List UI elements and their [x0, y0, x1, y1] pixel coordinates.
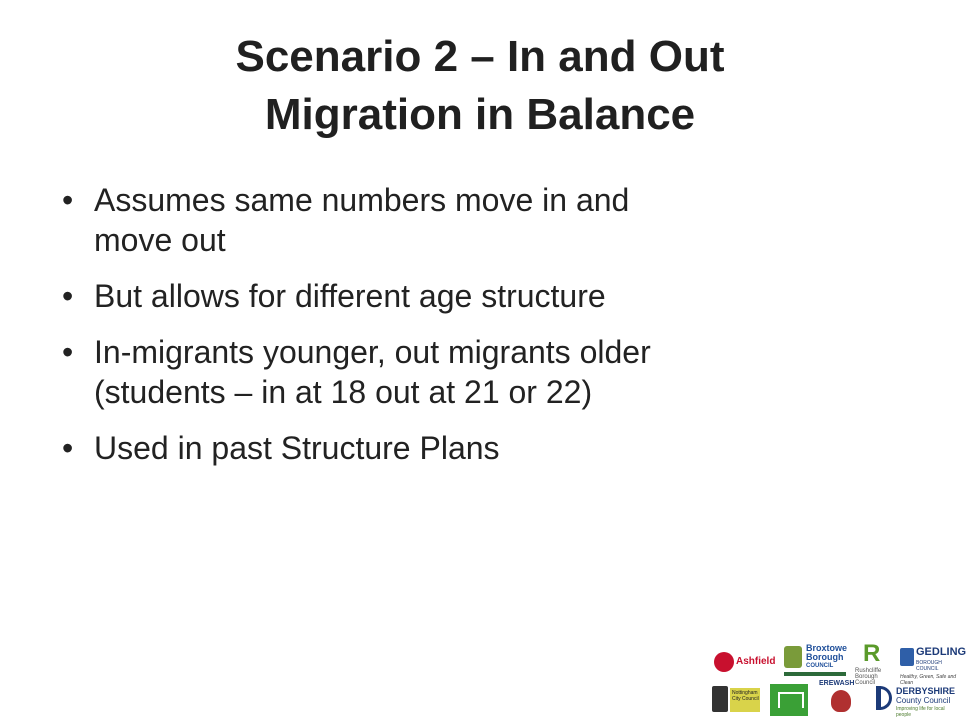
derbyshire-name: DERBYSHIRE — [896, 686, 956, 696]
erewash-logo-text: EREWASH — [819, 680, 855, 687]
bullet-text-line-1: In-migrants younger, out migrants older — [94, 334, 651, 370]
broxtowe-line-1: Broxtowe — [806, 643, 848, 653]
broxtowe-crest-icon — [784, 646, 802, 668]
rushcliffe-logo-text: Rushcliffe Borough Council — [855, 668, 882, 686]
bullet-item — [62, 180, 882, 260]
gedling-name: GEDLING — [916, 646, 966, 658]
bullet-item — [62, 428, 882, 468]
gedling-sub: BOROUGH COUNCIL — [916, 660, 942, 672]
bullet-icon: • — [62, 430, 74, 466]
nottingham-crest-icon — [712, 686, 728, 712]
bullet-text-line-1: But allows for different age structure — [94, 278, 606, 314]
partner-logos — [700, 638, 966, 720]
bullet-icon: • — [62, 182, 74, 218]
derbyshire-tagline: Improving life for local people — [896, 706, 945, 718]
derbyshire-sub: County Council — [896, 696, 951, 705]
broxtowe-logo-text — [806, 644, 847, 671]
bullet-text-line-2: move out — [94, 222, 226, 258]
gedling-crest-icon — [900, 648, 914, 666]
slide-title-line-2: Migration in Balance — [264, 90, 696, 139]
ashfield-emblem-icon — [714, 652, 734, 672]
green-council-glyph-icon — [778, 692, 804, 708]
derbyshire-d-icon — [876, 686, 892, 710]
slide-title-line-1: Scenario 2 – In and Out — [235, 32, 725, 81]
bullet-item — [62, 276, 882, 316]
rushcliffe-r-icon: R — [863, 640, 881, 667]
green-council-logo — [770, 684, 808, 716]
broxtowe-line-3: COUNCIL — [806, 663, 834, 669]
nottingham-logo — [708, 684, 762, 718]
bullet-text-line-2: (students – in at 18 out at 21 or 22) — [94, 374, 593, 410]
broxtowe-logo — [780, 642, 850, 680]
nottingham-logo-text — [732, 690, 759, 702]
erewash-logo — [815, 678, 871, 718]
derbyshire-logo — [876, 684, 960, 716]
bullet-item — [62, 332, 882, 412]
gedling-tagline: Healthy, Green, Safe and Clean — [900, 674, 957, 686]
ashfield-logo — [708, 644, 774, 678]
gedling-logo — [900, 640, 966, 686]
bullet-text-line-1: Assumes same numbers move in and — [94, 182, 630, 218]
broxtowe-line-2: Borough — [806, 652, 844, 662]
rushcliffe-logo — [855, 640, 895, 686]
broxtowe-bar — [784, 672, 846, 676]
erewash-crest-icon — [831, 690, 851, 712]
nottingham-line-2: City Council — [732, 696, 759, 702]
slide-title — [120, 28, 840, 144]
bullet-list — [62, 180, 882, 484]
bullet-icon: • — [62, 334, 74, 370]
bullet-text-line-1: Used in past Structure Plans — [94, 430, 500, 466]
nottingham-line-1: Nottingham — [732, 690, 758, 696]
bullet-icon: • — [62, 278, 74, 314]
ashfield-logo-text: Ashfield — [736, 656, 776, 667]
